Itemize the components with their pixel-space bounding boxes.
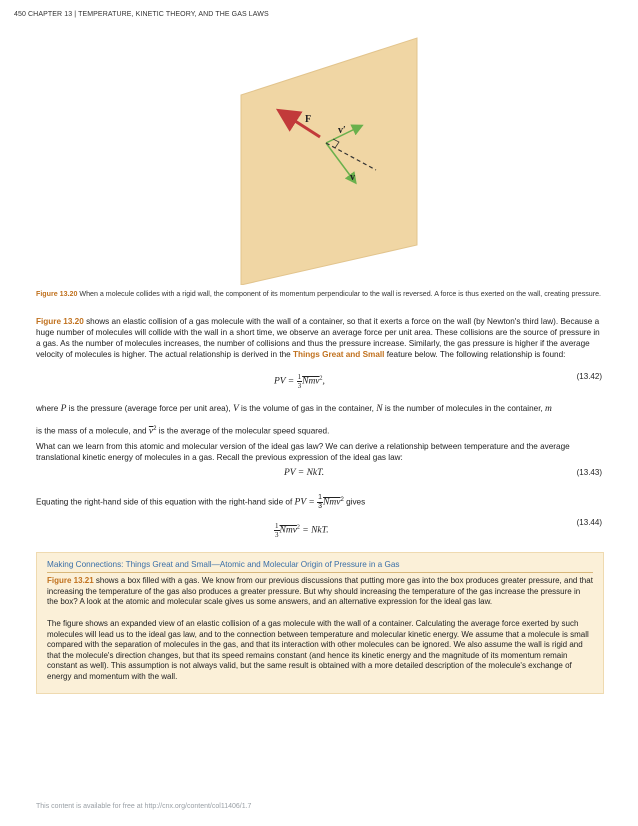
force-label: F [305, 114, 312, 125]
equation-number-13-43: (13.43) [576, 468, 602, 477]
paragraph-collision [36, 316, 604, 360]
box-paragraph-2: The figure shows an expanded view of an elastic collision of a gas molecule with the wall of a container. Calculating the average force exerted by such molecules will lead us to the ideal gas law, and to the connection between temperature and molecular kinetic energy. We assume that a molecule is small compared with the separation of molecules in the gas, and that its interaction with other molecules can be ignored. We also assume the wall is rigid and that the molecule's direction changes, but that its speed remains constant (and hence its kinetic energy and the magnitude of its momentum remain constant as well). This assumption is not always valid, but the same result is obtained with a more detailed description of the molecule's exchange of energy and momentum with the wall. [47, 619, 589, 681]
fraction-one-third: $\frac{1}{3}$ [318, 494, 323, 510]
velocity-label: v [350, 172, 355, 183]
equation-number-13-42: (13.42) [576, 372, 602, 381]
paragraph-equating: Equating the right-hand side of this equation with the right-hand side of PV = $\frac{1}{3}$ $\overline{Nmv}^2$ gives [36, 494, 366, 510]
box-paragraph-1: Figure 13.21 shows a box filled with a gas. We know from our previous discussions that putting more gas into the box produces greater pressure, and that increasing the temperature of the gas also produces a greater pressure. But why should increasing the temperature of the gas increase the pressure in the box? A look at the atomic and molecular scale gives us some answers, and an alternative expression for the ideal gas law. [47, 576, 593, 607]
paragraph-variables: where P is the pressure (average force per unit area), V is the volume of gas in the container, N is the number of molecules in the container, m is the mass of a molecule, and $\overline{v}^2$ is the average of the molecular speed squared. [36, 404, 552, 437]
footer-license: This content is available for free at http://cnx.org/content/col11406/1.7 [36, 803, 252, 810]
things-great-small-link[interactable]: Things Great and Small [292, 350, 385, 359]
caption-text: When a molecule collides with a rigid wall, the component of its momentum perpendicular to the wall is reversed. A force is thus exerted on the wall, creating pressure. [77, 290, 602, 298]
running-header: 450 CHAPTER 13 | TEMPERATURE, KINETIC THEORY, AND THE GAS LAWS [14, 11, 269, 18]
equation-13-43: PV = NkT. [284, 468, 325, 478]
paragraph-text: shows an elastic collision of a gas molecule with the wall of a container, so that it exerts a force on the wall (by Newton's third law). Because a huge number of molecules will collide with the wall in a short time, we observe an average force per unit area. These collisions are the source of pressure in a gas. As the number of molecules increases, the number of collisions and thus the pressure increase. Similarly, the gas pressure is higher if the average velocity of molecules is higher. The actual relationship is derived in the [36, 317, 600, 359]
box-title: Making Connections: Things Great and Small—Atomic and Molecular Origin of Pressure in a Gas [47, 560, 593, 573]
equation-13-44: $\frac{1}{3}$ $\overline{Nmv}^2$ = NkT. [275, 522, 329, 539]
eq-lhs: PV = [274, 376, 297, 387]
velocity-prime-label: v′ [338, 125, 346, 136]
wall-panel [241, 38, 417, 285]
paragraph-ideal-gas: What can we learn from this atomic and molecular version of the ideal gas law? We can derive a relationship between temperature and the average translational kinetic energy of molecules in a gas. Recall the previous expression of the ideal gas law: [36, 442, 570, 462]
figure-caption [36, 289, 604, 299]
figure-ref-13-20[interactable]: Figure 13.20 [36, 317, 84, 326]
figure-13-20 [0, 30, 638, 285]
equation-13-42: PV = $\frac{1}{3}$ $\overline{Nmv}^2$, [274, 373, 325, 390]
equation-number-13-44: (13.44) [576, 518, 602, 527]
paragraph-text: feature below. The following relationship is found: [384, 350, 566, 359]
caption-figure-label: Figure 13.20 [36, 290, 78, 298]
fraction-one-third: $\frac{1}{3}$ [275, 522, 279, 539]
wall-collision-diagram [0, 30, 638, 285]
fraction-one-third: $\frac{1}{3}$ [297, 373, 302, 390]
figure-ref-13-21[interactable]: Figure 13.21 [47, 576, 94, 585]
making-connections-box [36, 552, 604, 694]
eq-rhs: $\overline{Nmv}$ [302, 376, 320, 387]
